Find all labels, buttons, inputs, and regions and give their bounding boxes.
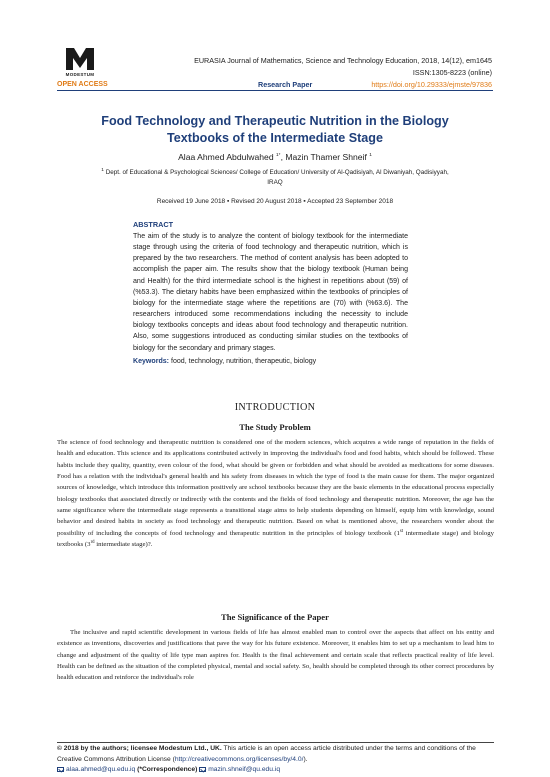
- study-problem-text: The science of food technology and therapeutic nutrition is considered one of the modern sciences, which acquires a wide range of reputation in the fields of health and education. This science and its applications contributed actively in improving the individual's food and food habits, which should be followed. These habits include they quality, quantity, even colour of the food, what should be given or forbidden and what should be avoided as medications for some diseases. Food has a relation with the individual's general health and his safety from diseases in which the type of food is the main cause for them. The major organized sources of knowledge, which introduce this information positively are school textbooks because they are the basic elements in the educational process especially biology textbooks that associated directly or indirectly with the contents and the fields of food technology and therapeutic nutrition. Moreover, the age has the same significance where the intermediate stage represents a transitional stage aims to help students depending on himself, equip him with knowledge, sound behavior and desired habits in society as food technology and therapeutic nutrition. Based on what is mentioned above, the researchers wonder about the possibility of including the concepts of food technology and therapeutic nutrition in the principles of biology textbook (1: [57, 439, 494, 537]
- email-link-1[interactable]: alaa.ahmed@qu.edu.iq: [66, 766, 136, 774]
- contact-emails: [57, 765, 494, 776]
- mail-icon: [57, 767, 64, 772]
- affiliation-marker: 1: [101, 167, 104, 173]
- license-text: This article is an open access article distributed under the terms and conditions of the Creative Commons Attribution License (: [57, 745, 476, 763]
- author-1: Alaa Ahmed Abdulwahed: [178, 152, 274, 162]
- author-1-marker: 1*: [276, 153, 281, 159]
- superscript: rd: [90, 539, 95, 545]
- journal-citation: EURASIA Journal of Mathematics, Science and Technology Education, 2018, 14(12), em1645: [194, 56, 492, 65]
- article-dates: Received 19 June 2018 ▪ Revised 20 August 2018 ▪ Accepted 23 September 2018: [156, 198, 394, 205]
- author-separator: ,: [280, 152, 286, 162]
- paper-title: [60, 113, 490, 147]
- introduction-heading: INTRODUCTION: [234, 402, 316, 413]
- correspondence-label: (*Correspondence): [135, 766, 200, 774]
- study-problem-paragraph: [57, 437, 494, 550]
- affiliation-line-2: IRAQ: [267, 179, 283, 186]
- study-problem-text-cont: intermediate stage) and biology textbooks (3: [57, 529, 494, 549]
- mail-icon: [199, 767, 206, 772]
- significance-paragraph: The inclusive and rapid scientific development in various fields of life has almost enabled man to control over the aspects that affect on his entity and existence as inventions, discoveries and justifications that pave the way for his future existence. Moreover, it enables him to set up a mechanism to lead him to change and adjustment of the quality of life type man aspires for. Health is the final achievement and certain scale that reflects practical reality of life level. Health can be defined as the situation of the completed physical, mental and social safety. So, health should be completed through its other correct procedures by health education and reinforce the individual's role: [57, 629, 494, 682]
- keywords: [133, 358, 408, 365]
- title-line-2: Textbooks of the Intermediate Stage: [167, 131, 383, 145]
- study-problem-text-end: intermediate stage)?.: [94, 541, 153, 549]
- email-link-2[interactable]: mazin.shneif@qu.edu.iq: [208, 766, 281, 774]
- section-heading-significance: The Significance of the Paper: [221, 612, 329, 622]
- section-heading-study-problem: The Study Problem: [239, 422, 311, 432]
- footer-divider: [57, 742, 494, 743]
- copyright-notice: © 2018 by the authors; licensee Modestum Ltd., UK.: [57, 745, 222, 752]
- doi-link[interactable]: https://doi.org/10.29333/ejmste/97836: [371, 80, 492, 89]
- abstract-text: The aim of the study is to analyze the content of biology textbook for the intermediate stage through using the criteria of food technology and therapeutic nutrition, which is prepared by the two researchers. The method of content analysis has been adopted to accomplish the paper aim. The results show that the biology textbook (Human being and Health) for the third intermediate school is the highest in repetitions about (59) of (%53.3). The dietary habits have been emphasized within the textbooks of principles of biology for the intermediate stage where the repetitions are (70) with (%63.6). The researchers introduced some recommendations including the necessity to include biology textbooks concepts and ideas about food technology and therapeutic nutrition. Also, some suggestions introduced as conducting similar studies on the textbooks of biology for the secondary and primary stages.: [133, 233, 408, 352]
- superscript: st: [399, 528, 404, 534]
- abstract: [133, 220, 408, 365]
- keywords-label: Keywords:: [133, 357, 170, 365]
- header-divider: [57, 90, 493, 91]
- abstract-heading: ABSTRACT: [133, 220, 174, 229]
- affiliation-line-1: Dept. of Educational & Psychological Sciences/ College of Education/ University of Al-Qadisiyah, Al Diwaniyah, Qadisiyyah,: [105, 169, 449, 176]
- logo-text: MODESTUM: [65, 72, 95, 77]
- author-list: [60, 152, 490, 162]
- author-2: Mazin Thamer Shneif: [285, 152, 367, 162]
- title-line-1: Food Technology and Therapeutic Nutrition in the Biology: [101, 114, 449, 128]
- open-access-label: OPEN ACCESS: [57, 81, 108, 88]
- keywords-list: food, technology, nutrition, therapeutic, biology: [171, 357, 317, 365]
- affiliation: [60, 168, 490, 188]
- license-notice: [57, 744, 494, 765]
- license-text-end: ).: [303, 755, 308, 763]
- paper-type: Research Paper: [258, 80, 313, 89]
- author-2-marker: 1: [369, 153, 372, 159]
- copyright-footer: [57, 744, 494, 776]
- issn: ISSN:1305-8223 (online): [412, 68, 492, 77]
- license-link[interactable]: http://creativecommons.org/licenses/by/4.0/: [174, 755, 304, 763]
